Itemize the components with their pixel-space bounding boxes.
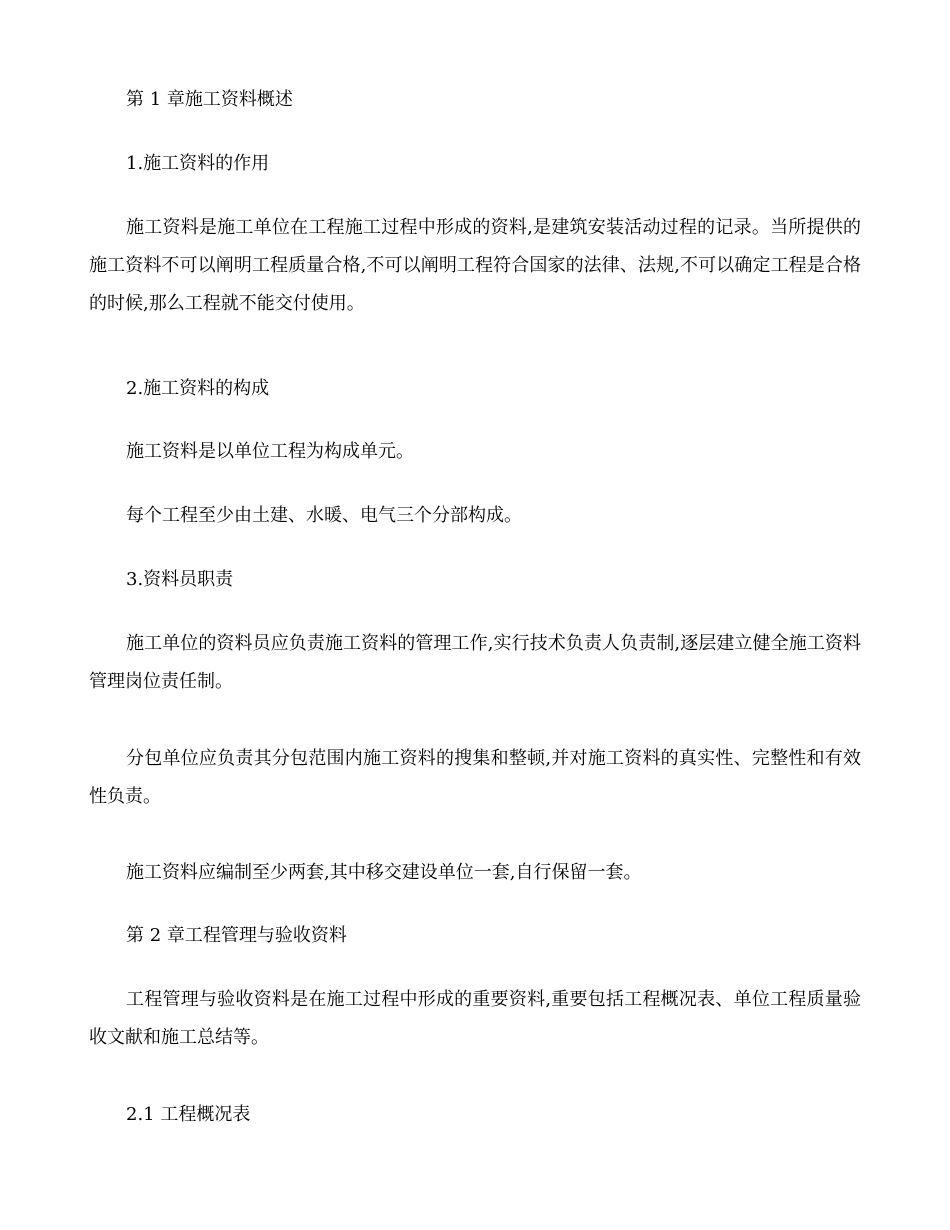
section-2-heading: 2.施工资料的构成 <box>126 378 270 399</box>
section-3-heading: 3.资料员职责 <box>126 569 234 590</box>
chapter-1-heading: 第 1 章施工资料概述 <box>126 89 293 110</box>
section-1-heading: 1.施工资料的作用 <box>126 153 270 174</box>
section-2-1-heading: 2.1 工程概况表 <box>126 1104 251 1125</box>
chapter-2-heading: 第 2 章工程管理与验收资料 <box>126 925 347 946</box>
paragraph-1: 施工资料是施工单位在工程施工过程中形成的资料,是建筑安装活动过程的记录。当所提供的施工资料不可以阐明工程质量合格,不可以阐明工程符合国家的法律、法规,不可以确定工程是合格的时候,那么工程就不能交付使用。 <box>89 217 861 314</box>
paragraph-6: 施工资料应编制至少两套,其中移交建设单位一套,自行保留一套。 <box>126 862 642 883</box>
paragraph-5: 分包单位应负责其分包范围内施工资料的搜集和整顿,并对施工资料的真实性、完整性和有效性负责。 <box>89 748 861 807</box>
paragraph-2: 施工资料是以单位工程为构成单元。 <box>126 441 414 462</box>
paragraph-4: 施工单位的资料员应负责施工资料的管理工作,实行技术负责人负责制,逐层建立健全施工资料管理岗位责任制。 <box>89 633 861 692</box>
paragraph-3: 每个工程至少由土建、水暖、电气三个分部构成。 <box>126 505 522 526</box>
paragraph-7: 工程管理与验收资料是在施工过程中形成的重要资料,重要包括工程概况表、单位工程质量验收文献和施工总结等。 <box>89 989 861 1048</box>
